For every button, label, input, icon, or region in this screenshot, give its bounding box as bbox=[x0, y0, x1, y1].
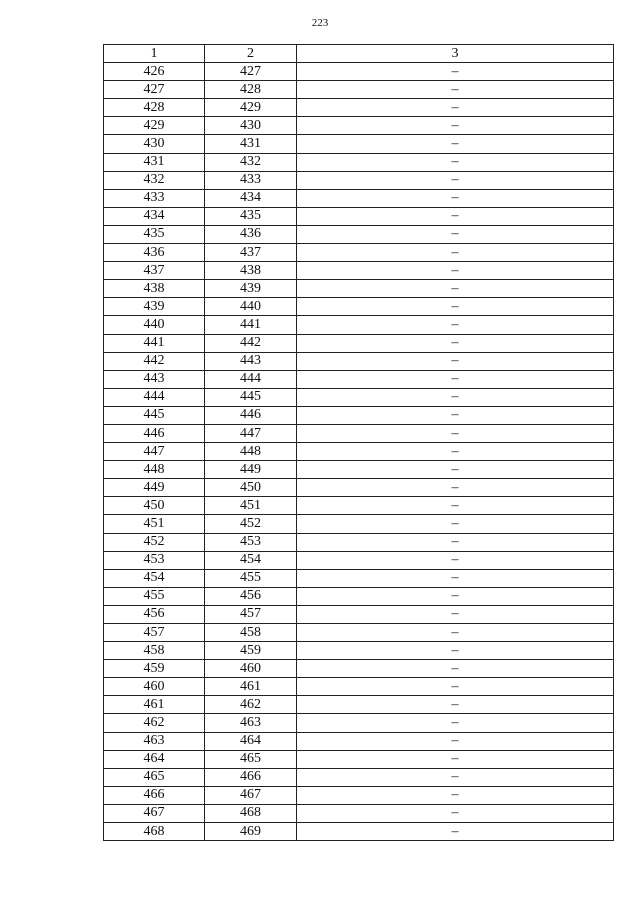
table-cell-col-3: – bbox=[297, 605, 614, 623]
page-number: 223 bbox=[311, 17, 329, 29]
table-cell-col-1: 432 bbox=[104, 171, 205, 189]
table-cell-col-1: 449 bbox=[104, 479, 205, 497]
table-row bbox=[104, 678, 614, 696]
table-cell-col-2: 457 bbox=[205, 605, 297, 623]
table-cell-col-1: 455 bbox=[104, 587, 205, 605]
table-cell-col-3: – bbox=[297, 117, 614, 135]
table-cell-col-1: 444 bbox=[104, 388, 205, 406]
table-cell-col-2: 428 bbox=[205, 81, 297, 99]
table-cell-col-1: 452 bbox=[104, 533, 205, 551]
table-cell-col-2: 453 bbox=[205, 533, 297, 551]
table-cell-col-3: – bbox=[297, 370, 614, 388]
table-row bbox=[104, 443, 614, 461]
table-cell-col-1: 445 bbox=[104, 406, 205, 424]
table-cell-col-1: 434 bbox=[104, 207, 205, 225]
table-cell-col-2: 442 bbox=[205, 334, 297, 352]
table-cell-col-1: 433 bbox=[104, 189, 205, 207]
table-cell-col-3: – bbox=[297, 642, 614, 660]
table-cell-col-3: – bbox=[297, 533, 614, 551]
table-cell-col-2: 462 bbox=[205, 696, 297, 714]
table-row bbox=[104, 153, 614, 171]
table-row bbox=[104, 515, 614, 533]
table-cell-col-3: – bbox=[297, 714, 614, 732]
table-row bbox=[104, 605, 614, 623]
table-row bbox=[104, 424, 614, 442]
table-cell-col-1: 435 bbox=[104, 225, 205, 243]
table-cell-col-3: – bbox=[297, 750, 614, 768]
table-cell-col-3: – bbox=[297, 262, 614, 280]
table-cell-col-1: 458 bbox=[104, 642, 205, 660]
table-cell-col-1: 431 bbox=[104, 153, 205, 171]
table-row bbox=[104, 352, 614, 370]
table-row bbox=[104, 99, 614, 117]
table-row bbox=[104, 406, 614, 424]
table-cell-col-1: 462 bbox=[104, 714, 205, 732]
table-cell-col-1: 448 bbox=[104, 461, 205, 479]
table-cell-col-1: 447 bbox=[104, 443, 205, 461]
table-cell-col-2: 437 bbox=[205, 244, 297, 262]
table-cell-col-2: 435 bbox=[205, 207, 297, 225]
table-row bbox=[104, 117, 614, 135]
table-row bbox=[104, 262, 614, 280]
table-cell-col-2: 430 bbox=[205, 117, 297, 135]
table-cell-col-1: 451 bbox=[104, 515, 205, 533]
table-cell-col-2: 461 bbox=[205, 678, 297, 696]
table-cell-col-1: 459 bbox=[104, 660, 205, 678]
table-row bbox=[104, 642, 614, 660]
table-cell-col-3: – bbox=[297, 298, 614, 316]
table-cell-col-3: – bbox=[297, 388, 614, 406]
table-cell-col-3: – bbox=[297, 569, 614, 587]
table-cell-col-3: – bbox=[297, 244, 614, 262]
table-row bbox=[104, 660, 614, 678]
table-row bbox=[104, 298, 614, 316]
table-cell-col-1: 441 bbox=[104, 334, 205, 352]
table-cell-col-3: – bbox=[297, 551, 614, 569]
table-cell-col-1: 446 bbox=[104, 424, 205, 442]
table-cell-col-2: 441 bbox=[205, 316, 297, 334]
table-cell-col-2: 459 bbox=[205, 642, 297, 660]
table-cell-col-3: – bbox=[297, 334, 614, 352]
table-cell-col-3: – bbox=[297, 99, 614, 117]
table-cell-col-1: 467 bbox=[104, 804, 205, 822]
table-cell-col-3: – bbox=[297, 786, 614, 804]
table-cell-col-2: 450 bbox=[205, 479, 297, 497]
table-cell-col-3: – bbox=[297, 696, 614, 714]
table-cell-col-2: 455 bbox=[205, 569, 297, 587]
table-row bbox=[104, 207, 614, 225]
table-row bbox=[104, 244, 614, 262]
table-cell-col-3: – bbox=[297, 732, 614, 750]
table-cell-col-2: 440 bbox=[205, 298, 297, 316]
table-cell-col-1: 443 bbox=[104, 370, 205, 388]
table-cell-col-2: 464 bbox=[205, 732, 297, 750]
table-cell-col-2: 469 bbox=[205, 823, 297, 841]
column-header-3: 3 bbox=[297, 45, 614, 63]
table-row bbox=[104, 316, 614, 334]
table-cell-col-3: – bbox=[297, 225, 614, 243]
table-cell-col-1: 468 bbox=[104, 823, 205, 841]
table-header-row bbox=[104, 45, 614, 63]
table-cell-col-2: 458 bbox=[205, 624, 297, 642]
table-cell-col-2: 451 bbox=[205, 497, 297, 515]
table-cell-col-1: 442 bbox=[104, 352, 205, 370]
table-row bbox=[104, 551, 614, 569]
table-row bbox=[104, 280, 614, 298]
table-row bbox=[104, 461, 614, 479]
table-cell-col-3: – bbox=[297, 804, 614, 822]
column-header-2: 2 bbox=[205, 45, 297, 63]
table-row bbox=[104, 388, 614, 406]
table-row bbox=[104, 497, 614, 515]
table-row bbox=[104, 171, 614, 189]
table-row bbox=[104, 334, 614, 352]
table-cell-col-1: 460 bbox=[104, 678, 205, 696]
table-cell-col-3: – bbox=[297, 660, 614, 678]
table-cell-col-1: 440 bbox=[104, 316, 205, 334]
table-cell-col-3: – bbox=[297, 171, 614, 189]
table-cell-col-3: – bbox=[297, 497, 614, 515]
table-row bbox=[104, 63, 614, 81]
table-cell-col-3: – bbox=[297, 424, 614, 442]
table-cell-col-3: – bbox=[297, 624, 614, 642]
table-row bbox=[104, 714, 614, 732]
table-cell-col-2: 456 bbox=[205, 587, 297, 605]
table-cell-col-3: – bbox=[297, 316, 614, 334]
table-cell-col-2: 431 bbox=[205, 135, 297, 153]
table-row bbox=[104, 587, 614, 605]
table-cell-col-2: 446 bbox=[205, 406, 297, 424]
table-row bbox=[104, 823, 614, 841]
table-cell-col-1: 450 bbox=[104, 497, 205, 515]
table-cell-col-3: – bbox=[297, 406, 614, 424]
table-cell-col-2: 465 bbox=[205, 750, 297, 768]
table-cell-col-2: 468 bbox=[205, 804, 297, 822]
table-row bbox=[104, 533, 614, 551]
table-cell-col-2: 460 bbox=[205, 660, 297, 678]
table-cell-col-1: 461 bbox=[104, 696, 205, 714]
table-cell-col-1: 436 bbox=[104, 244, 205, 262]
table-cell-col-2: 443 bbox=[205, 352, 297, 370]
table-cell-col-3: – bbox=[297, 479, 614, 497]
table-cell-col-2: 433 bbox=[205, 171, 297, 189]
table-cell-col-1: 427 bbox=[104, 81, 205, 99]
table-cell-col-3: – bbox=[297, 768, 614, 786]
table-cell-col-2: 467 bbox=[205, 786, 297, 804]
table-row bbox=[104, 225, 614, 243]
table-row bbox=[104, 479, 614, 497]
table-cell-col-3: – bbox=[297, 189, 614, 207]
table-row bbox=[104, 786, 614, 804]
table-cell-col-1: 453 bbox=[104, 551, 205, 569]
table-row bbox=[104, 696, 614, 714]
table-cell-col-2: 432 bbox=[205, 153, 297, 171]
table-body bbox=[104, 63, 614, 841]
table-row bbox=[104, 624, 614, 642]
table-cell-col-1: 430 bbox=[104, 135, 205, 153]
table-cell-col-1: 437 bbox=[104, 262, 205, 280]
table-cell-col-2: 444 bbox=[205, 370, 297, 388]
table-row bbox=[104, 569, 614, 587]
table-cell-col-3: – bbox=[297, 461, 614, 479]
table-cell-col-2: 449 bbox=[205, 461, 297, 479]
table-cell-col-2: 436 bbox=[205, 225, 297, 243]
table-cell-col-3: – bbox=[297, 280, 614, 298]
table-cell-col-1: 466 bbox=[104, 786, 205, 804]
table-cell-col-1: 439 bbox=[104, 298, 205, 316]
table-row bbox=[104, 135, 614, 153]
table-cell-col-3: – bbox=[297, 63, 614, 81]
table-cell-col-2: 434 bbox=[205, 189, 297, 207]
table-cell-col-3: – bbox=[297, 678, 614, 696]
table-cell-col-2: 427 bbox=[205, 63, 297, 81]
table-cell-col-2: 447 bbox=[205, 424, 297, 442]
table-cell-col-3: – bbox=[297, 352, 614, 370]
table-cell-col-1: 457 bbox=[104, 624, 205, 642]
table-cell-col-2: 445 bbox=[205, 388, 297, 406]
table-cell-col-3: – bbox=[297, 207, 614, 225]
table-cell-col-1: 454 bbox=[104, 569, 205, 587]
table-cell-col-1: 463 bbox=[104, 732, 205, 750]
table-cell-col-3: – bbox=[297, 153, 614, 171]
table-cell-col-2: 448 bbox=[205, 443, 297, 461]
table-cell-col-2: 438 bbox=[205, 262, 297, 280]
table-cell-col-1: 438 bbox=[104, 280, 205, 298]
table-row bbox=[104, 750, 614, 768]
table-row bbox=[104, 81, 614, 99]
table-cell-col-3: – bbox=[297, 443, 614, 461]
table-cell-col-2: 463 bbox=[205, 714, 297, 732]
table-cell-col-2: 429 bbox=[205, 99, 297, 117]
table-cell-col-1: 426 bbox=[104, 63, 205, 81]
data-table bbox=[103, 44, 614, 841]
table-cell-col-3: – bbox=[297, 587, 614, 605]
table-cell-col-1: 428 bbox=[104, 99, 205, 117]
table-cell-col-2: 466 bbox=[205, 768, 297, 786]
table-cell-col-3: – bbox=[297, 515, 614, 533]
table-cell-col-1: 464 bbox=[104, 750, 205, 768]
table-cell-col-1: 456 bbox=[104, 605, 205, 623]
table-cell-col-1: 465 bbox=[104, 768, 205, 786]
table-cell-col-3: – bbox=[297, 823, 614, 841]
table-row bbox=[104, 732, 614, 750]
table-cell-col-3: – bbox=[297, 81, 614, 99]
table-cell-col-3: – bbox=[297, 135, 614, 153]
column-header-1: 1 bbox=[104, 45, 205, 63]
table-row bbox=[104, 804, 614, 822]
table-cell-col-2: 454 bbox=[205, 551, 297, 569]
table-row bbox=[104, 370, 614, 388]
table-row bbox=[104, 189, 614, 207]
table-row bbox=[104, 768, 614, 786]
table-cell-col-1: 429 bbox=[104, 117, 205, 135]
table-cell-col-2: 452 bbox=[205, 515, 297, 533]
table-cell-col-2: 439 bbox=[205, 280, 297, 298]
